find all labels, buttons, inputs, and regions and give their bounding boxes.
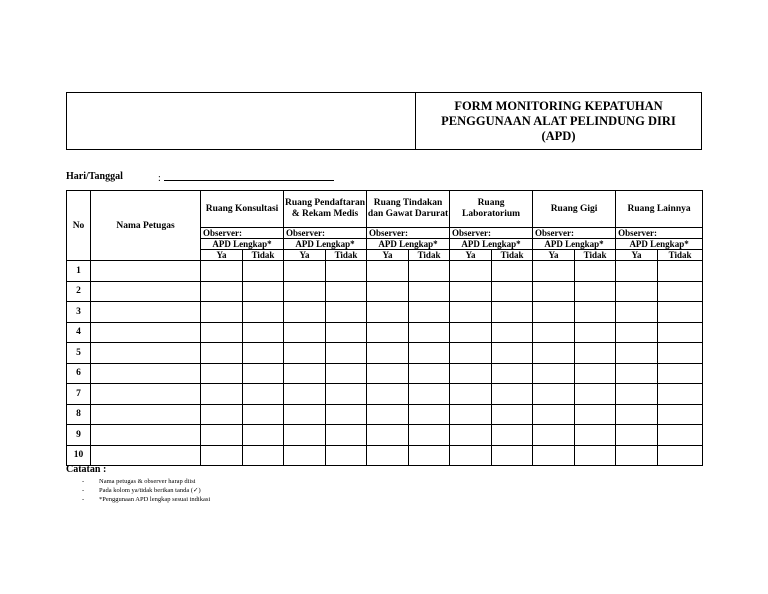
form-title-line-3: (APD) [541,128,576,143]
no-header: Tidak [243,250,284,261]
no-cell[interactable] [326,425,367,446]
yes-header: Ya [533,250,575,261]
yes-cell[interactable] [284,445,326,466]
notes-section [66,464,210,504]
no-cell[interactable] [243,281,284,302]
yes-cell[interactable] [450,261,492,282]
yes-cell[interactable] [201,363,243,384]
no-cell[interactable] [409,302,450,323]
yes-cell[interactable] [450,363,492,384]
notes-list [66,477,210,504]
yes-cell[interactable] [616,404,658,425]
no-cell[interactable] [575,363,616,384]
table-row [67,322,703,343]
row-number: 4 [67,322,91,343]
no-cell[interactable] [492,404,533,425]
no-cell[interactable] [658,363,703,384]
yes-header: Ya [201,250,243,261]
no-cell[interactable] [409,425,450,446]
no-cell[interactable] [326,322,367,343]
yes-cell[interactable] [201,322,243,343]
name-cell[interactable] [91,261,201,282]
yes-cell[interactable] [533,384,575,405]
note-text: Pada kolom ya/tidak berikan tanda (✓) [99,487,201,494]
no-cell[interactable] [492,384,533,405]
yes-header: Ya [450,250,492,261]
date-label: Hari/Tanggal [66,171,123,182]
no-cell[interactable] [243,425,284,446]
yes-cell[interactable] [616,363,658,384]
yes-cell[interactable] [533,445,575,466]
observer-label: Observer: [201,228,284,239]
no-cell[interactable] [575,384,616,405]
yes-cell[interactable] [450,322,492,343]
no-cell[interactable] [243,384,284,405]
no-cell[interactable] [326,343,367,364]
name-cell[interactable] [91,322,201,343]
table-row [67,445,703,466]
date-colon: : [158,173,161,184]
no-cell[interactable] [492,281,533,302]
apd-lengkap-label: APD Lengkap* [533,239,616,250]
name-cell[interactable] [91,384,201,405]
no-cell[interactable] [326,363,367,384]
apd-lengkap-label: APD Lengkap* [367,239,450,250]
yes-cell[interactable] [616,281,658,302]
no-cell[interactable] [409,343,450,364]
row-number: 8 [67,404,91,425]
row-number: 2 [67,281,91,302]
yes-cell[interactable] [616,322,658,343]
yes-cell[interactable] [616,343,658,364]
table-row [67,261,703,282]
room-header-gigi: Ruang Gigi [533,191,616,228]
no-cell[interactable] [658,281,703,302]
yes-cell[interactable] [450,281,492,302]
no-cell[interactable] [575,322,616,343]
no-cell[interactable] [243,445,284,466]
row-number: 6 [67,363,91,384]
no-cell[interactable] [492,322,533,343]
no-cell[interactable] [326,445,367,466]
table-row [67,425,703,446]
note-text: *Penggunaan APD lengkap sesuai indikasi [99,496,211,503]
yes-cell[interactable] [201,384,243,405]
col-header-name: Nama Petugas [91,191,201,261]
no-cell[interactable] [409,261,450,282]
yes-cell[interactable] [284,322,326,343]
no-cell[interactable] [409,384,450,405]
no-cell[interactable] [575,343,616,364]
table-row [67,384,703,405]
apd-lengkap-label: APD Lengkap* [284,239,367,250]
yes-cell[interactable] [367,281,409,302]
name-cell[interactable] [91,425,201,446]
no-cell[interactable] [492,261,533,282]
no-header: Tidak [575,250,616,261]
yes-cell[interactable] [367,322,409,343]
no-cell[interactable] [409,322,450,343]
name-cell[interactable] [91,281,201,302]
observer-label: Observer: [533,228,616,239]
yes-cell[interactable] [533,425,575,446]
yes-cell[interactable] [616,425,658,446]
form-title-line-1: FORM MONITORING KEPATUHAN [454,98,663,113]
note-item: - Pada kolom ya/tidak berikan tanda (✓) [82,487,201,494]
yes-cell[interactable] [367,302,409,323]
no-cell[interactable] [575,425,616,446]
yes-cell[interactable] [201,261,243,282]
yes-cell[interactable] [367,343,409,364]
no-cell[interactable] [658,343,703,364]
yes-cell[interactable] [616,302,658,323]
no-cell[interactable] [492,363,533,384]
yes-cell[interactable] [616,261,658,282]
yes-cell[interactable] [450,425,492,446]
yes-cell[interactable] [450,445,492,466]
no-cell[interactable] [658,404,703,425]
apd-lengkap-label: APD Lengkap* [450,239,533,250]
room-header-tindakan: Ruang Tindakan dan Gawat Darurat [367,191,450,228]
form-title-line-2: PENGGUNAAN ALAT PELINDUNG DIRI [441,113,676,128]
date-field [66,171,161,184]
row-number: 3 [67,302,91,323]
yes-cell[interactable] [367,261,409,282]
yes-cell[interactable] [533,322,575,343]
yes-cell[interactable] [284,404,326,425]
observer-label: Observer: [450,228,533,239]
yes-cell[interactable] [201,281,243,302]
no-cell[interactable] [575,445,616,466]
no-cell[interactable] [243,343,284,364]
no-cell[interactable] [492,343,533,364]
row-number: 1 [67,261,91,282]
yes-cell[interactable] [201,302,243,323]
row-number: 10 [67,445,91,466]
name-cell[interactable] [91,404,201,425]
yes-cell[interactable] [450,384,492,405]
yes-cell[interactable] [284,343,326,364]
room-header-konsultasi: Ruang Konsultasi [201,191,284,228]
no-cell[interactable] [326,261,367,282]
observer-label: Observer: [284,228,367,239]
note-item: - Nama petugas & observer harap diisi [82,478,196,485]
no-cell[interactable] [243,322,284,343]
notes-title: Catatan : [66,464,107,475]
no-cell[interactable] [658,384,703,405]
yes-cell[interactable] [450,302,492,323]
no-cell[interactable] [243,302,284,323]
no-cell[interactable] [409,281,450,302]
room-header-pendaftaran: Ruang Pendaftaran & Rekam Medis [284,191,367,228]
no-header: Tidak [409,250,450,261]
no-cell[interactable] [492,425,533,446]
monitoring-table [66,190,703,466]
no-cell[interactable] [326,302,367,323]
no-header: Tidak [492,250,533,261]
no-cell[interactable] [575,281,616,302]
yes-cell[interactable] [201,445,243,466]
form-title [416,93,701,149]
no-cell[interactable] [243,404,284,425]
form-header [66,92,702,150]
apd-lengkap-label: APD Lengkap* [616,239,703,250]
no-cell[interactable] [658,425,703,446]
no-cell[interactable] [575,302,616,323]
yes-cell[interactable] [616,445,658,466]
yes-cell[interactable] [284,363,326,384]
yes-cell[interactable] [284,384,326,405]
no-cell[interactable] [575,261,616,282]
yes-cell[interactable] [533,363,575,384]
yes-cell[interactable] [533,261,575,282]
no-cell[interactable] [409,404,450,425]
yes-header: Ya [284,250,326,261]
no-cell[interactable] [326,281,367,302]
row-number: 5 [67,343,91,364]
observer-label: Observer: [367,228,450,239]
yes-header: Ya [616,250,658,261]
logo-area [67,93,416,149]
row-number: 7 [67,384,91,405]
no-cell[interactable] [658,302,703,323]
no-cell[interactable] [492,445,533,466]
yes-header: Ya [367,250,409,261]
yes-cell[interactable] [284,281,326,302]
table-row [67,404,703,425]
yes-cell[interactable] [533,281,575,302]
table-row [67,363,703,384]
yes-cell[interactable] [616,384,658,405]
yes-cell[interactable] [201,404,243,425]
yes-cell[interactable] [367,404,409,425]
no-cell[interactable] [409,363,450,384]
row-number: 9 [67,425,91,446]
note-text: Nama petugas & observer harap diisi [99,478,196,485]
date-input-line[interactable] [164,171,334,181]
yes-cell[interactable] [284,425,326,446]
name-cell[interactable] [91,343,201,364]
yes-cell[interactable] [201,425,243,446]
name-cell[interactable] [91,445,201,466]
table-row [67,343,703,364]
yes-cell[interactable] [284,302,326,323]
yes-cell[interactable] [533,404,575,425]
no-cell[interactable] [658,261,703,282]
yes-cell[interactable] [367,425,409,446]
yes-cell[interactable] [367,363,409,384]
no-cell[interactable] [492,302,533,323]
no-header: Tidak [658,250,703,261]
room-header-laboratorium: Ruang Laboratorium [450,191,533,228]
col-header-no: No [67,191,91,261]
yes-cell[interactable] [201,343,243,364]
yes-cell[interactable] [367,384,409,405]
no-cell[interactable] [409,445,450,466]
no-header: Tidak [326,250,367,261]
no-cell[interactable] [658,322,703,343]
no-cell[interactable] [658,445,703,466]
yes-cell[interactable] [450,404,492,425]
no-cell[interactable] [575,404,616,425]
name-cell[interactable] [91,302,201,323]
room-header-lainnya: Ruang Lainnya [616,191,703,228]
no-cell[interactable] [243,363,284,384]
yes-cell[interactable] [533,343,575,364]
note-item: - *Penggunaan APD lengkap sesuai indikasi [82,496,211,503]
apd-lengkap-label: APD Lengkap* [201,239,284,250]
no-cell[interactable] [326,384,367,405]
yes-cell[interactable] [367,445,409,466]
no-cell[interactable] [243,261,284,282]
yes-cell[interactable] [450,343,492,364]
yes-cell[interactable] [284,261,326,282]
table-row [67,302,703,323]
yes-cell[interactable] [533,302,575,323]
table-row [67,281,703,302]
name-cell[interactable] [91,363,201,384]
observer-label: Observer: [616,228,703,239]
no-cell[interactable] [326,404,367,425]
